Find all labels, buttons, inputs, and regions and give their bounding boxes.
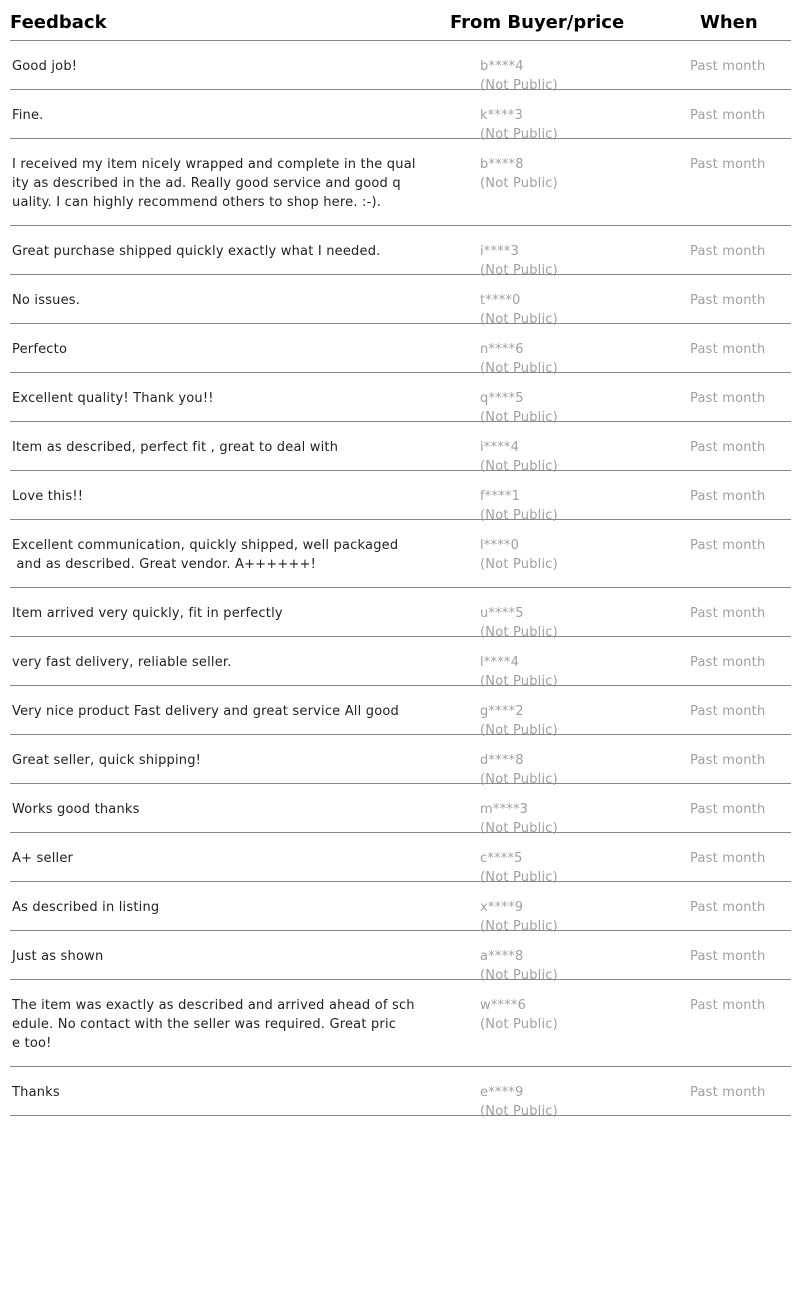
buyer-cell [480, 996, 558, 1034]
feedback-rows [10, 41, 791, 1119]
when-cell: Past month [690, 998, 766, 1013]
table-row [10, 1067, 791, 1119]
feedback-text: Just as shown [12, 949, 104, 964]
buyer-name: m****3 [480, 802, 529, 817]
buyer-cell [480, 536, 558, 574]
buyer-visibility: (Not Public) [480, 361, 558, 376]
buyer-visibility: (Not Public) [480, 78, 558, 93]
buyer-visibility: (Not Public) [480, 1017, 558, 1032]
when-cell: Past month [690, 391, 766, 406]
buyer-visibility: (Not Public) [480, 919, 558, 934]
buyer-name: b****4 [480, 59, 524, 74]
table-row [10, 373, 791, 425]
feedback-table [10, 0, 791, 1119]
table-row [10, 275, 791, 327]
feedback-text: Excellent quality! Thank you!! [12, 391, 214, 406]
when-cell: Past month [690, 108, 766, 123]
buyer-name: n****6 [480, 342, 524, 357]
feedback-text: The item was exactly as described and arrived ahead of sch edule. No contact with the seller was required. Great pric e too! [12, 998, 415, 1051]
feedback-text: Good job! [12, 59, 78, 74]
buyer-visibility: (Not Public) [480, 263, 558, 278]
when-column-header: When [700, 12, 758, 33]
when-cell: Past month [690, 900, 766, 915]
buyer-name: e****9 [480, 1085, 524, 1100]
when-cell: Past month [690, 949, 766, 964]
when-cell: Past month [690, 704, 766, 719]
feedback-text: No issues. [12, 293, 81, 308]
buyer-cell [480, 1083, 558, 1121]
table-row [10, 686, 791, 738]
table-row [10, 931, 791, 983]
feedback-text: Great seller, quick shipping! [12, 753, 202, 768]
buyer-visibility: (Not Public) [480, 312, 558, 327]
buyer-name: u****5 [480, 606, 524, 621]
buyer-name: i****3 [480, 244, 520, 259]
when-cell: Past month [690, 802, 766, 817]
when-cell: Past month [690, 59, 766, 74]
feedback-text: As described in listing [12, 900, 160, 915]
buyer-name: i****4 [480, 440, 520, 455]
buyer-name: d****8 [480, 753, 524, 768]
table-row [10, 41, 791, 93]
buyer-name: b****8 [480, 157, 524, 172]
feedback-text: Item as described, perfect fit , great to deal with [12, 440, 339, 455]
when-cell: Past month [690, 606, 766, 621]
when-cell: Past month [690, 538, 766, 553]
buyer-name: a****8 [480, 949, 524, 964]
table-row [10, 139, 791, 226]
feedback-text: Thanks [12, 1085, 60, 1100]
feedback-column-header: Feedback [10, 12, 107, 33]
buyer-name: c****5 [480, 851, 523, 866]
feedback-text: A+ seller [12, 851, 74, 866]
buyer-column-header: From Buyer/price [450, 12, 625, 33]
buyer-visibility: (Not Public) [480, 821, 558, 836]
table-header [10, 0, 791, 41]
buyer-name: l****0 [480, 538, 520, 553]
table-row [10, 90, 791, 142]
when-cell: Past month [690, 440, 766, 455]
table-row [10, 882, 791, 934]
feedback-text: Very nice product Fast delivery and great service All good [12, 704, 399, 719]
buyer-visibility: (Not Public) [480, 127, 558, 142]
buyer-visibility: (Not Public) [480, 508, 558, 523]
table-row [10, 637, 791, 689]
buyer-visibility: (Not Public) [480, 176, 558, 191]
table-row [10, 422, 791, 474]
buyer-visibility: (Not Public) [480, 723, 558, 738]
table-row [10, 471, 791, 523]
buyer-name: w****6 [480, 998, 527, 1013]
feedback-text: Excellent communication, quickly shipped, well packaged and as described. Great vendor. A++++++! [12, 538, 399, 572]
when-cell: Past month [690, 489, 766, 504]
buyer-name: x****9 [480, 900, 524, 915]
when-cell: Past month [690, 157, 766, 172]
buyer-name: q****5 [480, 391, 524, 406]
feedback-text: very fast delivery, reliable seller. [12, 655, 232, 670]
feedback-text: Love this!! [12, 489, 84, 504]
buyer-name: t****0 [480, 293, 521, 308]
buyer-cell [480, 155, 558, 193]
table-row [10, 324, 791, 376]
buyer-visibility: (Not Public) [480, 625, 558, 640]
buyer-visibility: (Not Public) [480, 459, 558, 474]
buyer-visibility: (Not Public) [480, 674, 558, 689]
table-row [10, 784, 791, 836]
buyer-visibility: (Not Public) [480, 557, 558, 572]
when-cell: Past month [690, 342, 766, 357]
feedback-text: I received my item nicely wrapped and complete in the qual ity as described in the ad. Really good service and good q uality. I can highly recommend others to shop here. :-). [12, 157, 416, 210]
buyer-visibility: (Not Public) [480, 870, 558, 885]
buyer-name: f****1 [480, 489, 521, 504]
when-cell: Past month [690, 851, 766, 866]
when-cell: Past month [690, 655, 766, 670]
table-row [10, 980, 791, 1067]
buyer-name: k****3 [480, 108, 523, 123]
feedback-text: Item arrived very quickly, fit in perfectly [12, 606, 283, 621]
buyer-visibility: (Not Public) [480, 772, 558, 787]
when-cell: Past month [690, 753, 766, 768]
feedback-text: Fine. [12, 108, 44, 123]
feedback-text: Perfecto [12, 342, 68, 357]
table-row [10, 588, 791, 640]
when-cell: Past month [690, 293, 766, 308]
when-cell: Past month [690, 1085, 766, 1100]
buyer-visibility: (Not Public) [480, 410, 558, 425]
buyer-visibility: (Not Public) [480, 968, 558, 983]
table-row [10, 520, 791, 588]
buyer-name: g****2 [480, 704, 524, 719]
buyer-visibility: (Not Public) [480, 1104, 558, 1119]
table-row [10, 226, 791, 278]
buyer-name: l****4 [480, 655, 520, 670]
table-row [10, 735, 791, 787]
when-cell: Past month [690, 244, 766, 259]
feedback-text: Works good thanks [12, 802, 140, 817]
table-row [10, 833, 791, 885]
feedback-text: Great purchase shipped quickly exactly what I needed. [12, 244, 381, 259]
